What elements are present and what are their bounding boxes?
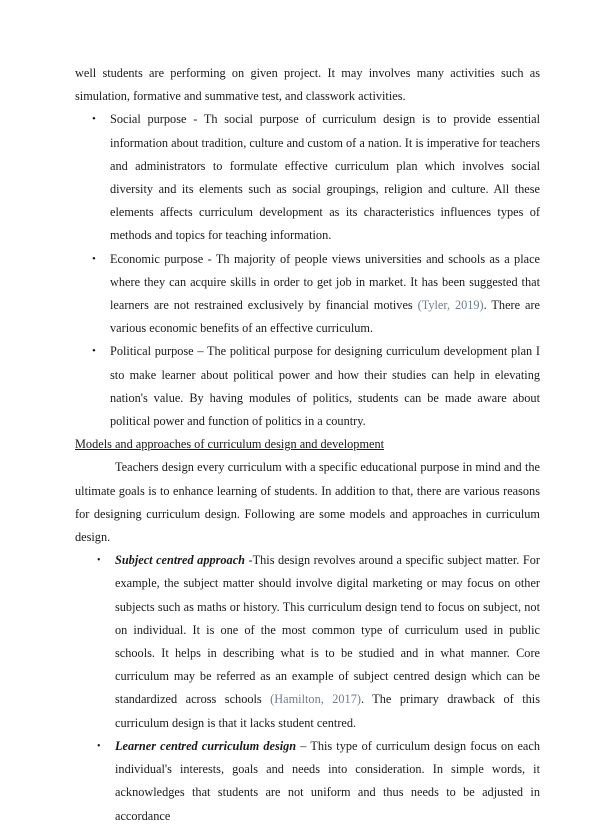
bullet-economic-purpose [75, 248, 540, 341]
lead-learner-centred-design: Learner centred curriculum design [115, 738, 297, 753]
bullet-economic-purpose-text-after: . There are various economic benefits of an effective curriculum. [110, 298, 540, 336]
document-text-column [75, 62, 540, 828]
citation-hamilton-2017: (Hamilton, 2017) [270, 692, 361, 707]
bullet-learner-centred-design [75, 735, 540, 828]
bullet-social-purpose: • Social purpose - Th social purpose of curriculum design is to provide essential information about tradition, culture and custom of a nation. It is imperative for teachers and administrators to formulate effective curriculum plan which involves social diversity and its elements such as social groupings, religion and culture. All these elements affects curriculum development as its characteristics influences types of methods and topics for teaching information. [75, 108, 540, 247]
heading-models-and-approaches: Models and approaches of curriculum design and development [75, 437, 385, 452]
bullet-political-purpose: • Political purpose – The political purpose for designing curriculum development plan I sto make learner about political power and how their studies can help in elevating nation's value. By having modules of politics, students can be made aware about political power and function of politics in a country. [75, 340, 540, 433]
citation-tyler-2019: (Tyler, 2019) [417, 298, 484, 313]
bullet-economic-purpose-text-before: Economic purpose - Th majority of people views universities and schools as a place where they can acquire skills in order to get job in market. It has been suggested that learners are not restrained exclusively by financial motives [110, 251, 540, 313]
bullet-learner-centred-text: – This type of curriculum design focus on each individual's interests, goals and needs into consideration. In simple words, it acknowledges that students are not uniform and thus needs to be adjusted in accordance [115, 738, 541, 823]
bullet-subject-centred-approach [75, 549, 540, 735]
para-models-intro: Teachers design every curriculum with a specific educational purpose in mind and the ultimate goals is to enhance learning of students. In addition to that, there are various reasons for designing curriculum design. Following are some models and approaches in curriculum design. [75, 460, 540, 545]
para-assessment-continuation: well students are performing on given project. It may involves many activities such as simulation, formative and summative test, and classwork activities. [75, 66, 540, 104]
lead-subject-centred-approach: Subject centred approach [115, 553, 246, 568]
bullet-subject-centred-text-after: . The primary drawback of this curriculum design is that it lacks student centred. [115, 692, 540, 730]
bullet-subject-centred-text-before: -This design revolves around a specific subject matter. For example, the subject matter should involve digital marketing or may focus on other subjects such as maths or history. This curriculum design tend to focus on subject, not on individual. It is one of the most common type of curriculum used in public schools. It helps in describing what is to be studied and in what manner. Core curriculum may be referred as an example of subject centred design which can be standardized across schools [115, 553, 540, 707]
